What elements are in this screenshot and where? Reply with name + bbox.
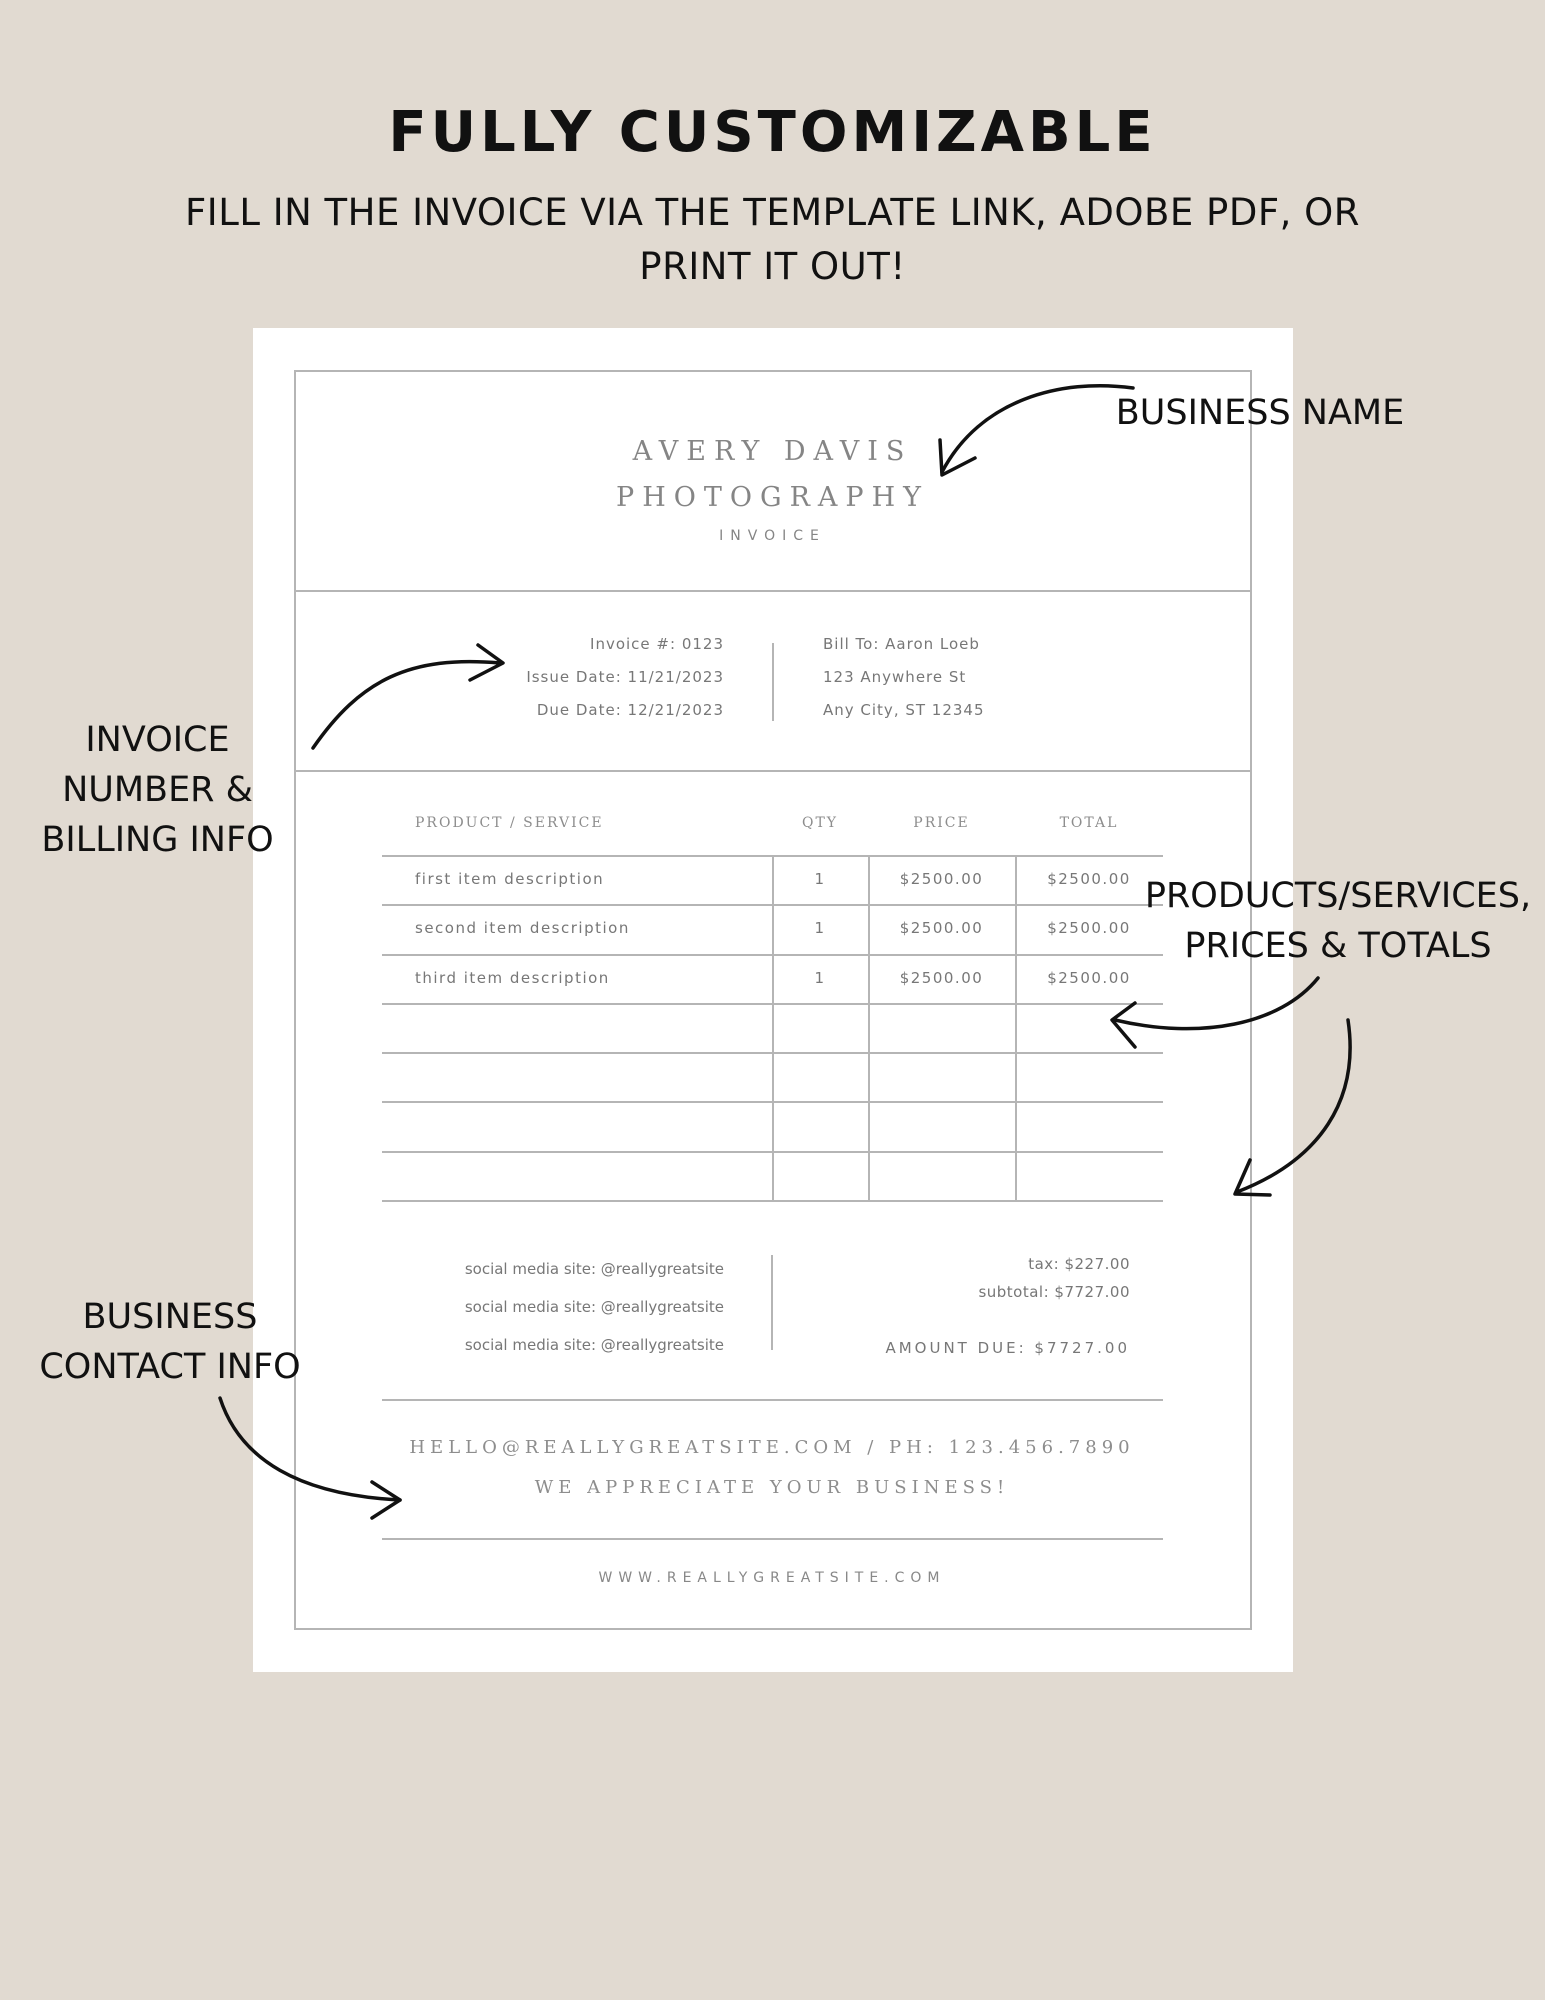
column-header-total: TOTAL: [1059, 815, 1119, 831]
business-name-line2: PHOTOGRAPHY: [616, 482, 929, 513]
row2-description: second item description: [415, 919, 630, 937]
row3-total: $2500.00: [1047, 969, 1131, 987]
row3-description: third item description: [415, 969, 610, 987]
social-link: social media site: @reallygreatsite: [464, 1298, 724, 1316]
annotation-line: BUSINESS: [82, 1297, 258, 1337]
column-header-qty: QTY: [801, 815, 839, 831]
column-header-product: PRODUCT / SERVICE: [415, 815, 604, 831]
annotation-business-name: BUSINESS NAME: [1115, 393, 1405, 433]
tax: tax: $227.00: [1028, 1255, 1130, 1273]
annotation-line: INVOICE: [85, 720, 230, 760]
row1-price: $2500.00: [899, 870, 984, 888]
social-link: social media site: @reallygreatsite: [464, 1336, 724, 1354]
row2-qty: 1: [814, 919, 826, 937]
subtotal: subtotal: $7727.00: [978, 1283, 1130, 1301]
page-subtitle: FILL IN THE INVOICE VIA THE TEMPLATE LINK, ADOBE PDF, OR PRINT IT OUT!: [185, 191, 1360, 288]
arrow-invoice-info: [313, 662, 500, 748]
arrow-products-2: [1237, 1020, 1350, 1192]
annotation-line: PRICES & TOTALS: [1184, 926, 1492, 966]
contact-line: HELLO@REALLYGREATSITE.COM / PH: 123.456.7890: [409, 1437, 1135, 1458]
thank-you-note: WE APPRECIATE YOUR BUSINESS!: [534, 1477, 1010, 1498]
row2-price: $2500.00: [899, 919, 984, 937]
issue-date: Issue Date: 11/21/2023: [526, 668, 724, 686]
invoice-number: Invoice #: 0123: [590, 635, 724, 653]
column-header-price: PRICE: [913, 815, 970, 831]
row3-qty: 1: [814, 969, 826, 987]
bill-to: Bill To: Aaron Loeb: [823, 635, 980, 653]
bill-address-line2: Any City, ST 12345: [823, 701, 985, 719]
bill-address-line1: 123 Anywhere St: [823, 668, 967, 686]
annotation-line: NUMBER &: [62, 770, 253, 810]
row1-description: first item description: [415, 870, 605, 888]
due-date: Due Date: 12/21/2023: [536, 701, 724, 719]
website: WWW.REALLYGREATSITE.COM: [598, 1570, 946, 1586]
invoice-label: INVOICE: [719, 528, 826, 544]
row1-qty: 1: [814, 870, 826, 888]
social-link: social media site: @reallygreatsite: [464, 1260, 724, 1278]
annotation-line: PRODUCTS/SERVICES,: [1144, 876, 1532, 916]
annotation-line: CONTACT INFO: [39, 1347, 301, 1387]
row3-price: $2500.00: [899, 969, 984, 987]
arrow-products-1: [1115, 978, 1318, 1029]
business-name-line1: AVERY DAVIS: [632, 436, 913, 467]
amount-due: AMOUNT DUE: $7727.00: [885, 1339, 1130, 1357]
row1-total: $2500.00: [1047, 870, 1131, 888]
row2-total: $2500.00: [1047, 919, 1131, 937]
page-title: FULLY CUSTOMIZABLE: [388, 100, 1157, 165]
annotation-line: BILLING INFO: [41, 820, 274, 860]
